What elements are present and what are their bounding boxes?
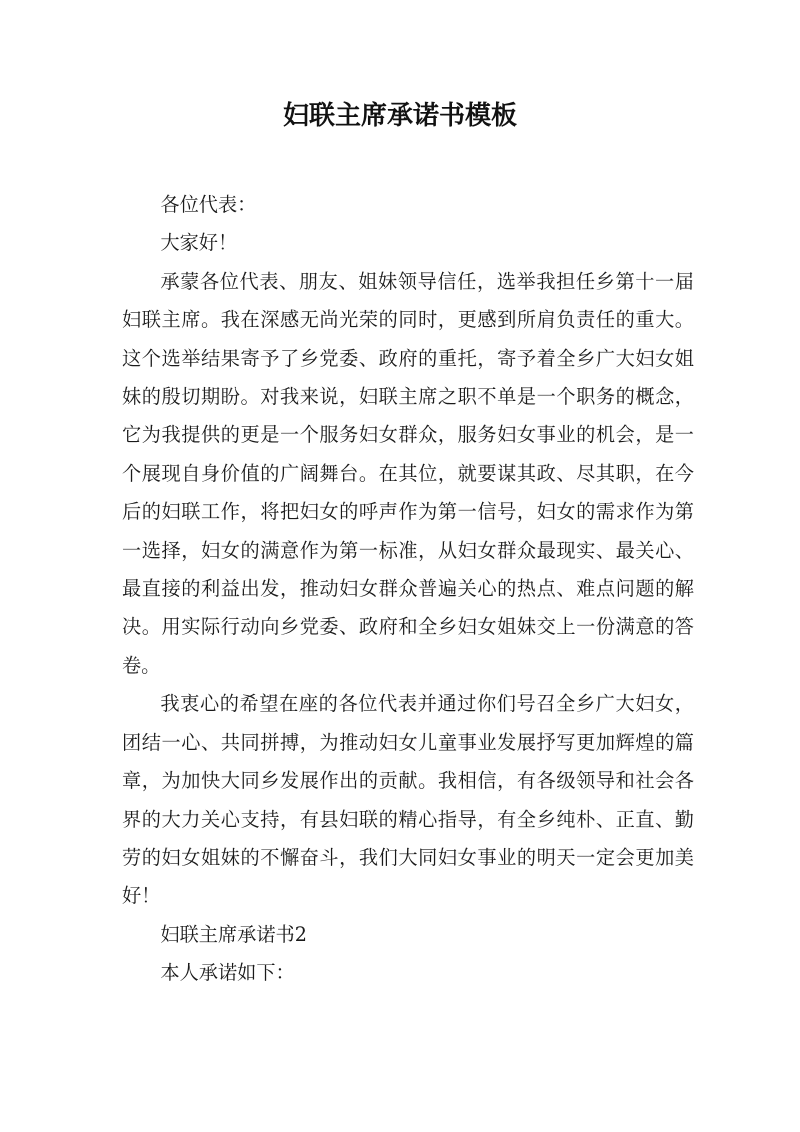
salutation-paragraph: 各位代表：	[160, 193, 257, 216]
document-title: 妇联主席承诺书模板	[282, 101, 517, 131]
body-paragraph: 承蒙各位代表、朋友、姐妹领导信任，选举我担任乡第十一届妇联主席。我在深感无尚光荣的同时，更感到所肩负责任的重大。这个选举结果寄予了乡党委、政府的重托，寄予着全乡广大妇女姐妹的殷切期盼。对我来说，妇联主席之职不单是一个职务的概念，它为我提供的更是一个服务妇女群众，服务妇女事业的机会，是一个展现自身价值的广阔舞台。在其位，就要谋其政、尽其职，在今后的妇联工作，将把妇女的呼声作为第一信号，妇女的需求作为第一选择，妇女的满意作为第一标准，从妇女群众最现实、最关心、最直接的利益出发，推动妇女群众普遍关心的热点、难点问题的解决。用实际行动向乡党委、政府和全乡妇女姐妹交上一份满意的答卷。	[122, 269, 694, 677]
document-body	[122, 186, 694, 993]
section-heading: 妇联主席承诺书2	[160, 922, 307, 946]
body-paragraph: 本人承诺如下：	[160, 961, 295, 985]
body-paragraph: 我衷心的希望在座的各位代表并通过你们号召全乡广大妇女，团结一心、共同拼搏，为推动妇女儿童事业发展抒写更加辉煌的篇章，为加快大同乡发展作出的贡献。我相信，有各级领导和社会各界的大力关心支持，有县妇联的精心指导，有全乡纯朴、正直、勤劳的妇女姐妹的不懈奋斗，我们大同妇女事业的明天一定会更加美好！	[122, 692, 694, 908]
greeting-paragraph: 大家好！	[160, 231, 238, 255]
